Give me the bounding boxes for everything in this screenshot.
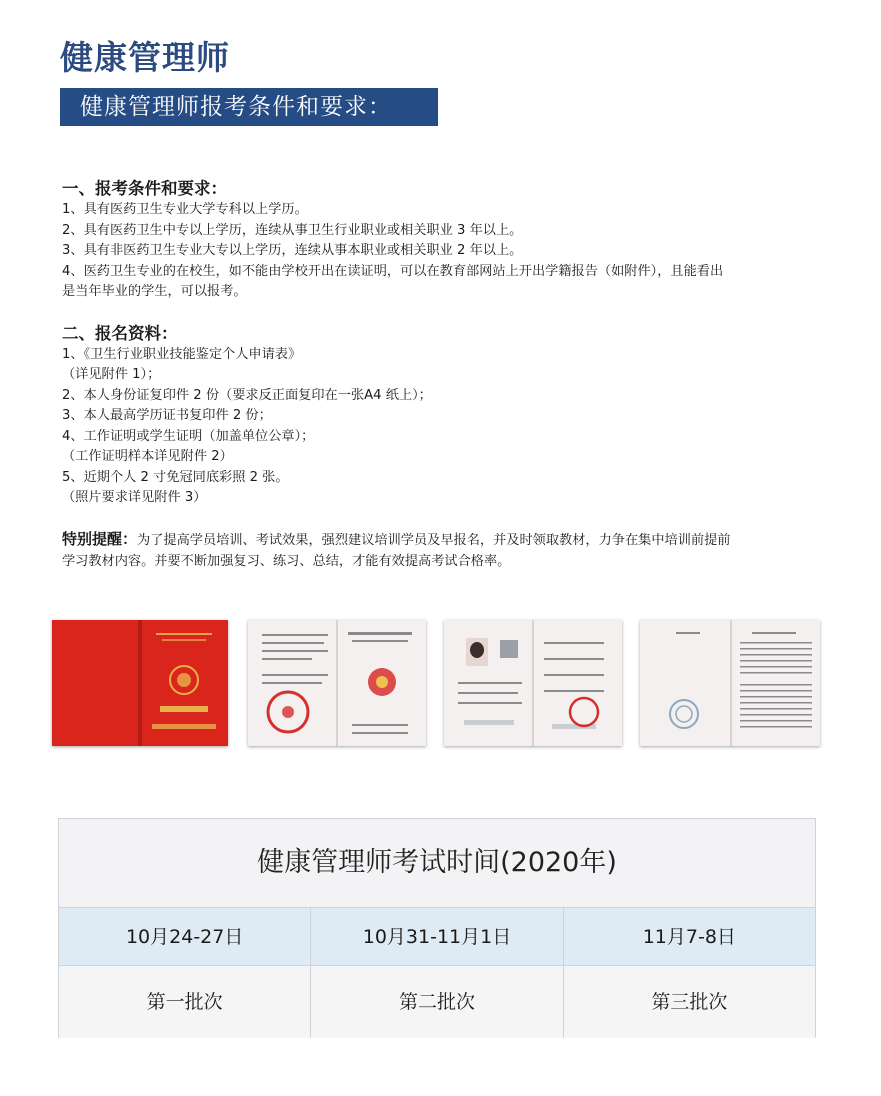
- material-line: 4、工作证明或学生证明（加盖单位公章）；: [62, 428, 315, 444]
- requirements-heading: 一、报考条件和要求：: [62, 179, 227, 198]
- special-notice-continued: 学习教材内容。并要不断加强复习、练习、总结，才能有效提高考试合格率。: [62, 553, 511, 569]
- notice-label: 特别提醒：: [62, 529, 138, 548]
- requirement-line: 3、具有非医药卫生专业大专以上学历，连续从事本职业或相关职业 2 年以上。: [62, 243, 523, 258]
- material-line: 2、本人身份证复印件 2 份（要求反正面复印在一张A4 纸上）；: [62, 387, 432, 403]
- schedule-dates-row: [59, 908, 815, 966]
- certificate-notes-page-image: [640, 620, 820, 746]
- schedule-batch-cell: 第一批次: [59, 966, 311, 1038]
- material-line: 5、近期个人 2 寸免冠同底彩照 2 张。: [62, 469, 289, 485]
- schedule-batch-cell: 第三批次: [564, 966, 815, 1038]
- requirement-line: 是当年毕业的学生，可以报考。: [62, 284, 247, 299]
- requirement-line: 4、医药卫生专业的在校生，如不能由学校开出在读证明，可以在教育部网站上开出学籍报告（如附件），且能看出: [62, 263, 724, 279]
- page-title: 健康管理师: [60, 38, 230, 77]
- schedule-batches-row: [59, 966, 815, 1038]
- certificate-notes-photo: [640, 620, 820, 746]
- requirement-line: 1、具有医药卫生专业大学专科以上学历。: [62, 202, 308, 217]
- schedule-date-cell: 11月7-8日: [564, 908, 815, 966]
- material-line: （详见附件 1）；: [62, 367, 161, 382]
- exam-schedule-table: [58, 818, 816, 1038]
- certificate-cover-image: [52, 620, 228, 746]
- notice-text: 为了提高学员培训、考试效果，强烈建议培训学员及早报名，并及时领取教材，力争在集中培训前提前: [137, 532, 731, 548]
- schedule-batch-cell: 第二批次: [311, 966, 563, 1038]
- certificate-photo-strip: [52, 620, 820, 746]
- material-line: （照片要求详见附件 3）: [62, 490, 207, 505]
- article-body: [62, 178, 832, 572]
- schedule-date-cell: 10月24-27日: [59, 908, 311, 966]
- schedule-date-cell: 10月31-11月1日: [311, 908, 563, 966]
- material-line: （工作证明样本详见附件 2）: [62, 449, 233, 464]
- requirement-line: 2、具有医药卫生中专以上学历，连续从事卫生行业职业或相关职业 3 年以上。: [62, 222, 523, 238]
- section-banner: 健康管理师报考条件和要求：: [60, 88, 438, 126]
- certificate-seal-page-image: [248, 620, 426, 746]
- certificate-holder-photo: [444, 620, 622, 746]
- certificate-holder-page-image: [444, 620, 622, 746]
- certificate-inner-photo: [248, 620, 426, 746]
- schedule-title: 健康管理师考试时间(2020年): [59, 819, 815, 908]
- materials-heading: 二、报名资料：: [62, 323, 178, 343]
- material-line: 3、本人最高学历证书复印件 2 份；: [62, 408, 272, 423]
- material-line: 1、《卫生行业职业技能鉴定个人申请表》: [62, 346, 302, 362]
- special-notice: [62, 529, 832, 551]
- certificate-cover-photo: [52, 620, 228, 746]
